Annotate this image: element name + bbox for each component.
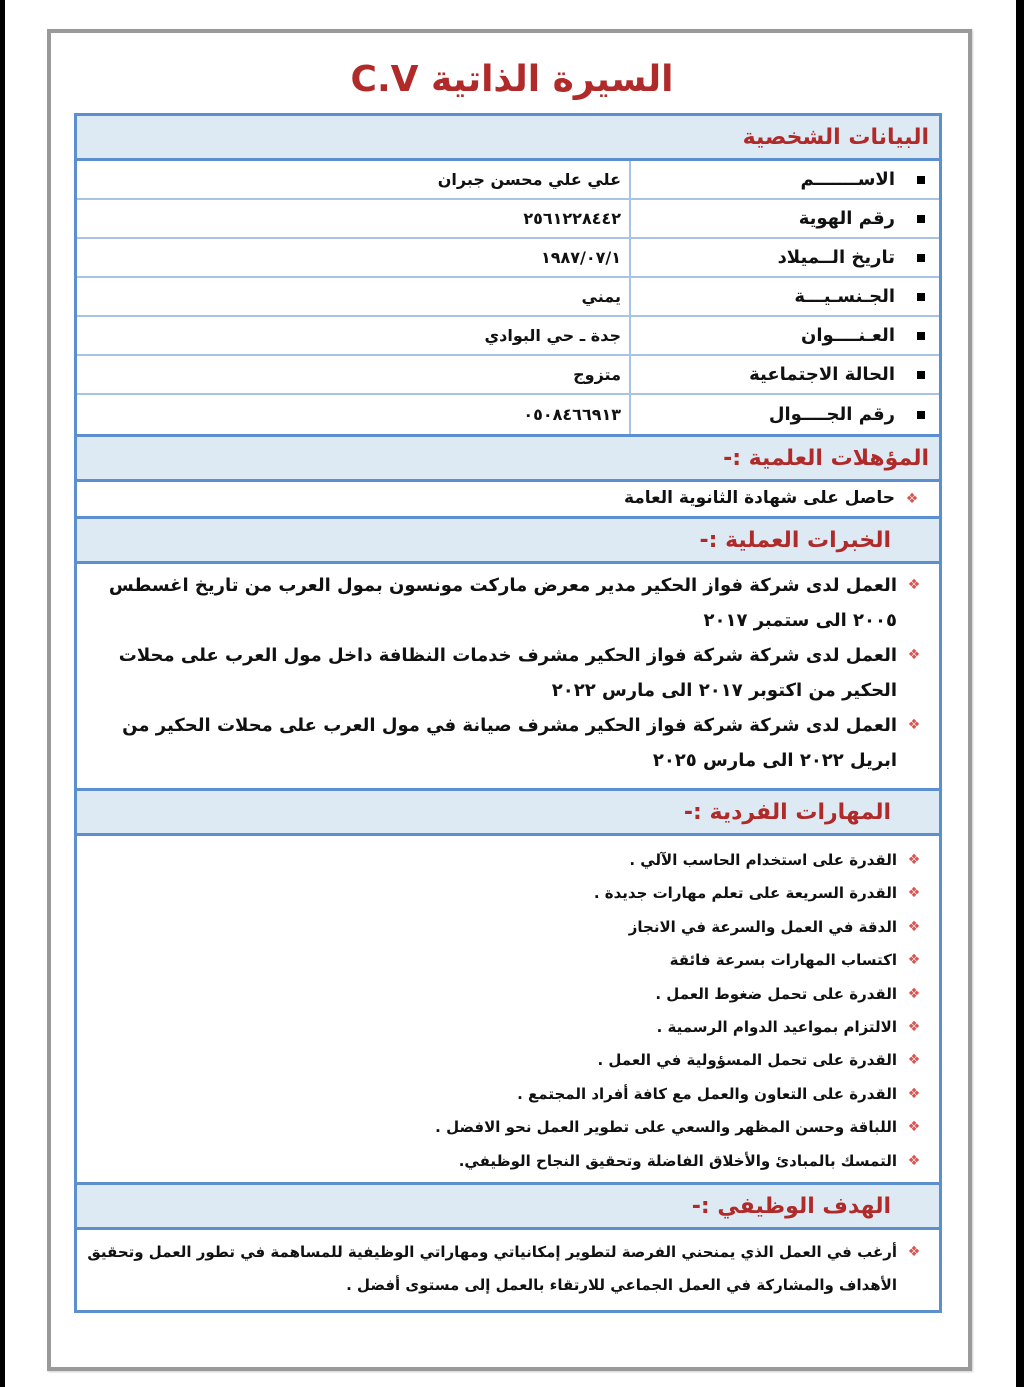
diamond-bullet-icon: ❖ [907, 577, 921, 593]
skill-item [85, 1044, 931, 1077]
diamond-bullet-icon: ❖ [907, 1119, 921, 1136]
skill-item [85, 877, 931, 910]
section-heading-objective [77, 1182, 939, 1230]
info-value: ١٩٨٧/٠٧/١ [540, 248, 621, 267]
experience-item [85, 568, 931, 638]
label-text: العـنــــوان [800, 325, 895, 346]
info-value: جدة ـ حي البوادي [484, 326, 621, 345]
item-text: العمل لدى شركة فواز الحكير مدير معرض ماركت مونسون بمول العرب من تاريخ اغسطس ٢٠٠٥ الى ستمبر ٢٠١٧ [108, 575, 897, 631]
diamond-bullet-icon: ❖ [907, 885, 921, 902]
section-heading-text: المؤهلات العلمية :- [723, 445, 929, 471]
section-heading-text: الهدف الوظيفي :- [691, 1193, 891, 1219]
label-text: الحالة الاجتماعية [749, 364, 895, 385]
label-text: رقم الجــــوال [768, 404, 895, 425]
label-text: الاســـــــم [800, 169, 895, 190]
info-row-mobile [77, 395, 939, 434]
diamond-bullet-icon: ❖ [907, 918, 921, 935]
experience-list [77, 564, 939, 788]
info-row-name [77, 161, 939, 200]
skill-item [85, 844, 931, 877]
skills-list [77, 836, 939, 1182]
skill-item [85, 1145, 931, 1178]
item-text: حاصل على شهادة الثانوية العامة [623, 488, 895, 508]
info-label [629, 356, 939, 393]
item-text: القدرة على استخدام الحاسب الآلي . [629, 851, 897, 869]
qualification-item [77, 482, 939, 516]
info-label [629, 239, 939, 276]
section-heading-text: الخبرات العملية :- [699, 527, 891, 553]
info-label [629, 317, 939, 354]
skill-item [85, 944, 931, 977]
square-bullet-icon [917, 371, 925, 379]
square-bullet-icon [917, 176, 925, 184]
info-value: ٢٥٦١٢٢٨٤٤٢ [523, 209, 621, 228]
cv-table [74, 113, 942, 1313]
info-label [629, 161, 939, 198]
item-text: أرغب في العمل الذي يمنحني الفرصة لتطوير إمكانياتي ومهاراتي الوظيفية للمساهمة في تطور العمل وتحقيق الأهداف والمشاركة في العمل الجماعي للارتقاء بالعمل إلى مستوى أفضل . [87, 1243, 897, 1295]
diamond-bullet-icon: ❖ [905, 491, 919, 507]
skill-item [85, 1078, 931, 1111]
diamond-bullet-icon: ❖ [907, 1019, 921, 1036]
square-bullet-icon [917, 293, 925, 301]
square-bullet-icon [917, 411, 925, 419]
diamond-bullet-icon: ❖ [907, 1085, 921, 1102]
screen-edge-right [1016, 0, 1024, 1387]
item-text: القدرة السريعة على تعلم مهارات جديدة . [593, 884, 897, 903]
square-bullet-icon [917, 332, 925, 340]
label-text: رقم الهوية [798, 208, 895, 229]
info-label [629, 278, 939, 315]
section-heading-skills [77, 788, 939, 836]
square-bullet-icon [917, 215, 925, 223]
skill-item [85, 1111, 931, 1144]
personal-info-table [77, 161, 939, 434]
item-text: الدقة في العمل والسرعة في الانجاز [628, 917, 897, 936]
info-row-id-number [77, 200, 939, 239]
info-value: متزوج [573, 365, 621, 384]
skill-item [85, 1011, 931, 1044]
diamond-bullet-icon: ❖ [907, 1052, 921, 1069]
section-heading-text: المهارات الفردية :- [683, 799, 891, 825]
qualifications-list [77, 482, 939, 516]
diamond-bullet-icon: ❖ [907, 1244, 921, 1261]
experience-item [85, 708, 931, 778]
info-value: يمني [581, 287, 621, 306]
item-text: العمل لدى شركة شركة فواز الحكير مشرف صيانة في مول العرب على محلات الحكير من ابريل ٢٠٢٢ الى مارس ٢٠٢٥ [122, 715, 897, 771]
item-text: الالتزام بمواعيد الدوام الرسمية . [656, 1018, 897, 1037]
info-label [629, 395, 939, 434]
section-heading-personal [77, 116, 939, 161]
objective-list [77, 1230, 939, 1310]
experience-item [85, 638, 931, 708]
diamond-bullet-icon: ❖ [907, 852, 921, 868]
diamond-bullet-icon: ❖ [907, 647, 921, 663]
section-heading-text: البيانات الشخصية [742, 124, 929, 150]
skill-item [85, 911, 931, 944]
item-text: التمسك بالمبادئ والأخلاق الفاضلة وتحقيق النجاح الوظيفي. [458, 1151, 897, 1170]
square-bullet-icon [917, 254, 925, 262]
item-text: اكتساب المهارات بسرعة فائقة [669, 951, 897, 970]
objective-item [85, 1236, 931, 1302]
section-heading-qualifications [77, 434, 939, 482]
item-text: القدرة على تحمل ضغوط العمل . [655, 984, 897, 1003]
document-title: السيرة الذاتية C.V [350, 59, 674, 100]
item-text: القدرة على تحمل المسؤولية في العمل . [597, 1051, 897, 1070]
item-text: العمل لدى شركة شركة فواز الحكير مشرف خدمات النظافة داخل مول العرب على محلات الحكير من اكتوبر ٢٠١٧ الى مارس ٢٠٢٢ [118, 645, 897, 701]
label-text: تاريخ الــميلاد [777, 247, 895, 268]
diamond-bullet-icon: ❖ [907, 1152, 921, 1169]
info-row-marital-status [77, 356, 939, 395]
info-value: علي علي محسن جبران [437, 170, 621, 189]
info-label [629, 200, 939, 237]
screen-edge-left [0, 0, 5, 1387]
item-text: اللباقة وحسن المظهر والسعي على تطوير العمل نحو الافضل . [435, 1118, 897, 1137]
info-row-address [77, 317, 939, 356]
section-heading-experience [77, 516, 939, 564]
diamond-bullet-icon: ❖ [907, 717, 921, 733]
diamond-bullet-icon: ❖ [907, 985, 921, 1002]
item-text: القدرة على التعاون والعمل مع كافة أفراد المجتمع . [517, 1084, 897, 1103]
label-text: الجـنسـيـــة [794, 286, 895, 307]
info-value: ٠٥٠٨٤٦٦٩١٣ [523, 405, 621, 424]
diamond-bullet-icon: ❖ [907, 952, 921, 969]
info-row-nationality [77, 278, 939, 317]
skill-item [85, 978, 931, 1011]
info-row-birth-date [77, 239, 939, 278]
